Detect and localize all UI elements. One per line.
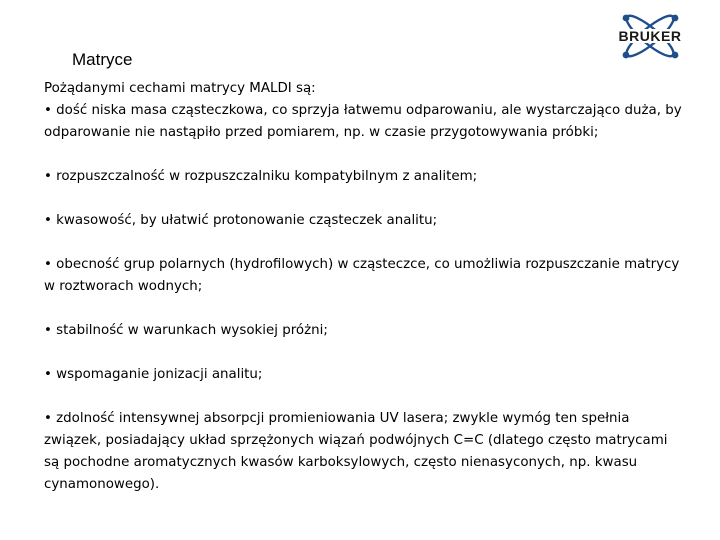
list-item: • dość niska masa cząsteczkowa, co sprzyja łatwemu odparowaniu, ale wystarczająco duża, by odparowanie nie nastąpiło przed pomiarem, np. w czasie przygotowywania próbki; bbox=[44, 103, 682, 140]
bruker-logo bbox=[604, 6, 696, 68]
slide-body bbox=[44, 78, 684, 496]
atom-orbit-logo-icon bbox=[604, 6, 696, 68]
list-item: • rozpuszczalność w rozpuszczalniku kompatybilnym z analitem; bbox=[44, 169, 478, 184]
list-item: • kwasowość, by ułatwić protonowanie cząsteczek analitu; bbox=[44, 213, 438, 228]
slide-title: Matryce bbox=[72, 50, 133, 69]
list-item: • obecność grup polarnych (hydrofilowych) w cząsteczce, co umożliwia rozpuszczanie matrycy w roztworach wodnych; bbox=[44, 257, 680, 294]
logo-text: BRUKER bbox=[618, 28, 682, 44]
list-item: • zdolność intensywnej absorpcji promieniowania UV lasera; zwykle wymóg ten spełnia związek, posiadający układ sprzężonych wiązań podwójnych C=C (dlatego często matrycami są pochodne aromatycznych kwasów karboksylowych, często nienasyconych, np. kwasu cynamonowego). bbox=[44, 411, 668, 492]
list-item: • wspomaganie jonizacji analitu; bbox=[44, 367, 263, 382]
list-item: • stabilność w warunkach wysokiej próżni; bbox=[44, 323, 328, 338]
intro-text: Pożądanymi cechami matrycy MALDI są: bbox=[44, 81, 316, 96]
